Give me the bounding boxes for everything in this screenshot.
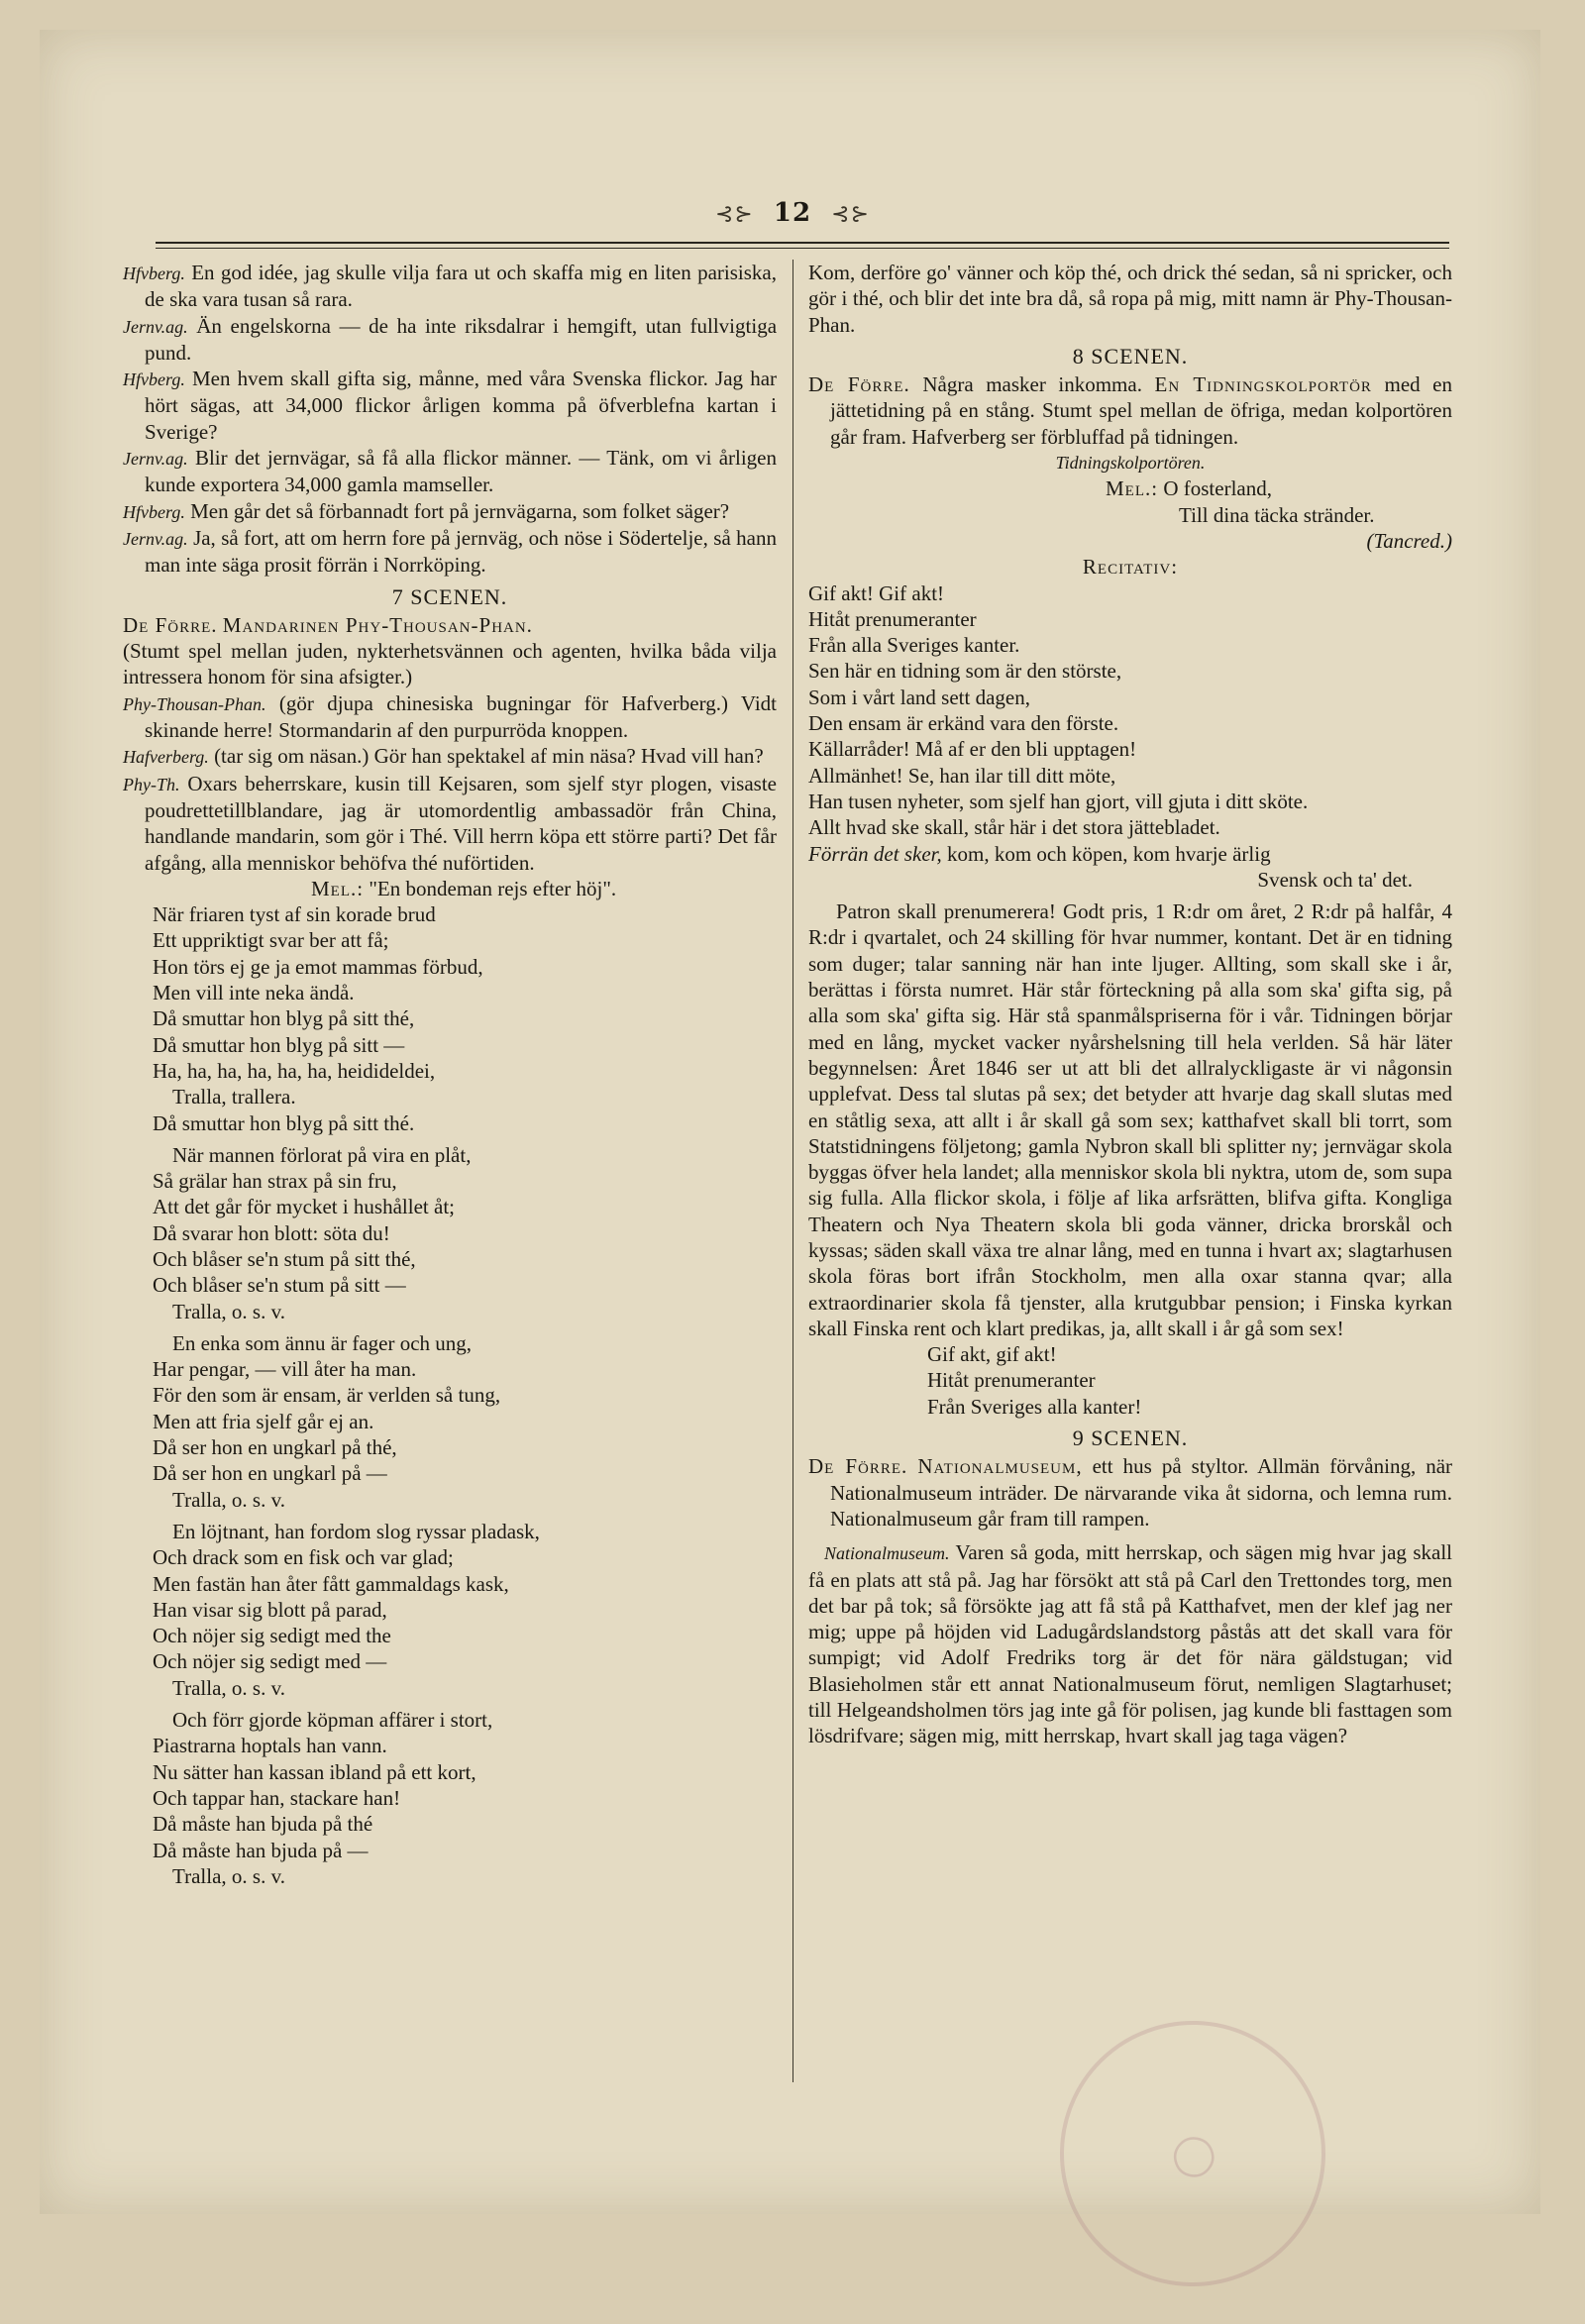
verse-line: Ett uppriktigt svar ber att få; bbox=[153, 928, 389, 953]
column-divider bbox=[792, 260, 793, 2082]
melody-title: "En bondeman rejs efter höj". bbox=[369, 876, 617, 900]
speech bbox=[123, 771, 777, 876]
verse-line: Då måste han bjuda på — bbox=[153, 1838, 369, 1862]
speaker: Tidningskolportören. bbox=[1055, 453, 1206, 474]
speech-text: Patron skall prenumerera! Godt pris, 1 R:dr om året, 2 R:dr på halfår, 4 R:dr i qvartalet, och 24 skilling för hvar nummer, kontant. Det är en tidning som duger; talar sanning när han inte ljuger. Allting, som skall ske i år, berättas i första numret. Här står förteckning på alla som ska' gifta sig, på alla som ska' gifta sig. Här stå spanmålspriserna för i vår. Tidningen börjar med en lång, mycket vacker nyårshelsning till hela verlden. Så här läter begynnelsen: Året 1846 ser ut att bli det allralyckligaste är vi någonsin upplefvat. Dess tal slutas på sex; det betyder att hvarje dag skall slutas med en ståtlig sexa, att allt i år skall gå som sex; katthafvet skall bli torrt, som Statstidningens följetong; gamla Nybron skall bli splitter ny; jernvägar skola byggas öfver hela landet; alla menniskor skola bli nyktra, utom de, som supa sig fulla. Alla flickor skola, i följe af lika arfsrätten, blifva gifta. Kongliga Theatern och Nya Theatern skola bli goda vänner, dricka brorskål och kyssas; säden skall växa tre alnar lång, med en tunna i hvart ax; slagtarhusen skola föras bort ifrån Stockholm, men alla oxar stanna qvar; alla extraordinarier skola få tjenster, alla krutgubbar pension; i Finska kyrkan skall Finska rent och klart predikas, ja, allt skall i år gå som sex! bbox=[808, 899, 1452, 1340]
cast-name: De Förre. bbox=[123, 612, 218, 637]
verse-line: Från Sveriges alla kanter! bbox=[927, 1394, 1142, 1419]
verse-stanza bbox=[153, 1707, 777, 1889]
speaker: Hfvberg. bbox=[123, 370, 185, 390]
speaker: Nationalmuseum. bbox=[824, 1543, 950, 1564]
verse-line: Tralla, trallera. bbox=[172, 1085, 296, 1109]
speech-text: Än engelskorna — de ha inte riksdalrar i hemgift, utan fullvigtiga pund. bbox=[145, 313, 778, 365]
speech-text: Oxars beherrskare, kusin till Kejsaren, som sjelf styr plogen, visaste poudrettetillblandare, jag är utomordentlig ambassadör från China, handlande mandarin, som gör i Thé. Vill herrn köpa ett större parti? Det får afgång, alla menniskor behöfva thé nuförtiden. bbox=[145, 771, 777, 875]
verse-line: Då smuttar hon blyg på sitt thé. bbox=[153, 1110, 415, 1135]
verse-line: Gif akt, gif akt! bbox=[927, 1342, 1057, 1367]
verse-line: Men att fria sjelf går ej an. bbox=[153, 1409, 374, 1433]
cast-name: De Förre. bbox=[808, 1454, 908, 1479]
verse-line: Tralla, o. s. v. bbox=[172, 1299, 285, 1323]
verse-line: Att det går för mycket i hushållet åt; bbox=[153, 1195, 455, 1219]
speech-text: Men hvem skall gifta sig, månne, med våra Svenska flickor. Jag har hört sägas, att 34,000 flickor årligen komma på öfverblefna kartan i Sverige? bbox=[145, 367, 778, 444]
verse-line: Hon törs ej ge ja emot mammas förbud, bbox=[153, 954, 483, 979]
speech-text: Men går det så förbannadt fort på jernvägarna, som folket säger? bbox=[190, 498, 730, 523]
verse-line: Och tappar han, stackare han! bbox=[153, 1785, 401, 1810]
verse-stanza bbox=[808, 581, 1452, 894]
verse-line: Men fastän han åter fått gammaldags kask, bbox=[153, 1571, 509, 1596]
verse-line: Så grälar han strax på sin fru, bbox=[153, 1169, 397, 1194]
cast-name: En Tidningskolportör bbox=[1154, 372, 1372, 397]
verse-line: När friaren tyst af sin korade brud bbox=[153, 902, 436, 927]
verse-line: En löjtnant, han fordom slog ryssar pladask, bbox=[172, 1519, 540, 1543]
verse-italic: Förrän det sker, bbox=[808, 841, 942, 866]
melody-line: Till dina täcka stränder. bbox=[1179, 502, 1375, 527]
speech-text: Blir det jernvägar, så få alla flickor männer. — Tänk, om vi årligen kunde exportera 34,000 gamla mamseller. bbox=[145, 446, 778, 497]
page-number: 12 bbox=[773, 198, 812, 228]
verse-line: Och drack som en fisk och var glad; bbox=[153, 1545, 454, 1570]
cast-name: Nationalmuseum, bbox=[917, 1454, 1083, 1479]
speech-text: Kom, derföre go' vänner och köp thé, och drick thé sedan, så ni spricker, och gör i thé, och blir det inte bra då, så ropa på mig, mitt namn är Phy-Thousan-Phan. bbox=[808, 261, 1452, 337]
library-stamp-icon: ◯ bbox=[1022, 1983, 1362, 2323]
cast-name: De Förre. bbox=[808, 372, 910, 397]
direction-text: Några masker inkomma. bbox=[922, 372, 1142, 397]
verse-line: Och blåser se'n stum på sitt — bbox=[153, 1273, 406, 1298]
speech bbox=[123, 313, 777, 367]
verse-line: Allmänhet! Se, han ilar till ditt möte, bbox=[808, 763, 1116, 788]
speech bbox=[123, 743, 777, 770]
verse-line: Ha, ha, ha, ha, ha, ha, heidideldei, bbox=[153, 1058, 436, 1083]
verse-line: Gif akt! Gif akt! bbox=[808, 581, 945, 605]
verse-stanza bbox=[153, 1142, 777, 1324]
speaker: Jernv.ag. bbox=[123, 528, 188, 549]
speaker: Jernv.ag. bbox=[123, 316, 188, 337]
verse-line: Och förr gjorde köpman affärer i stort, bbox=[172, 1708, 493, 1733]
verse-line: Svensk och ta' det. bbox=[1257, 867, 1413, 892]
stage-direction: (Stumt spel mellan juden, nykterhetsvännen och agenten, hvilka båda vilja intressera honom för sina afsigter.) bbox=[123, 639, 777, 689]
verse-text: kom, kom och köpen, kom hvarje ärlig bbox=[947, 841, 1271, 866]
melody-label: Mel.: bbox=[1106, 476, 1159, 501]
verse-stanza bbox=[153, 1330, 777, 1513]
verse-line: Från alla Sveriges kanter. bbox=[808, 633, 1020, 658]
verse-line: För den som är ensam, är verlden så tung, bbox=[153, 1383, 501, 1408]
verse-line: Då smuttar hon blyg på sitt thé, bbox=[153, 1006, 415, 1031]
header-rule-thin bbox=[156, 248, 1449, 249]
melody-title: O fosterland, bbox=[1163, 476, 1272, 501]
ornament-left-icon: ⊰⊱ bbox=[714, 202, 754, 227]
verse-line: Och blåser se'n stum på sitt thé, bbox=[153, 1246, 416, 1271]
speech-text: (tar sig om näsan.) Gör han spektakel af min näsa? Hvad vill han? bbox=[214, 744, 764, 769]
verse-line: Då svarar hon blott: söta du! bbox=[153, 1220, 390, 1245]
speaker: Phy-Th. bbox=[123, 774, 180, 794]
header-rule bbox=[156, 242, 1449, 244]
verse-line: Hitåt prenumeranter bbox=[927, 1368, 1096, 1393]
speech bbox=[123, 690, 777, 744]
verse-line: Som i vårt land sett dagen, bbox=[808, 685, 1030, 709]
scene-heading: 9 SCENEN. bbox=[1072, 1426, 1189, 1451]
cast-line bbox=[123, 612, 777, 638]
verse-line: Han tusen nyheter, som sjelf han gjort, vill gjuta i ditt sköte. bbox=[808, 789, 1309, 813]
speech-text: Ja, så fort, att om herrn fore på jernväg, och nöse i Södertelje, så hann man inte säga prosit förrän i Norrköping. bbox=[145, 525, 778, 578]
speech bbox=[123, 366, 777, 445]
verse-line: Sen här en tidning som är den störste, bbox=[808, 659, 1122, 684]
verse-line: Han visar sig blott på parad, bbox=[153, 1597, 387, 1622]
melody-source: (Tancred.) bbox=[1366, 528, 1452, 553]
speaker: Hfvberg. bbox=[123, 501, 185, 522]
speech bbox=[123, 445, 777, 498]
melody-line bbox=[1106, 475, 1452, 501]
ornament-right-icon: ⊰⊱ bbox=[831, 202, 871, 227]
verse-line: Men vill inte neka ändå. bbox=[153, 981, 355, 1005]
speech bbox=[123, 525, 777, 579]
verse-line: Piastrarna hoptals han vann. bbox=[153, 1734, 387, 1758]
verse-line: Allt hvad ske skall, står här i det stora jättebladet. bbox=[808, 815, 1220, 840]
verse-line: Då ser hon en ungkarl på thé, bbox=[153, 1435, 397, 1460]
speech bbox=[123, 260, 777, 313]
verse-line: Den ensam är erkänd vara den förste. bbox=[808, 711, 1119, 736]
verse-line: Tralla, o. s. v. bbox=[172, 1675, 285, 1700]
verse-line: Då ser hon en ungkarl på — bbox=[153, 1461, 387, 1486]
recitative-label: Recitativ: bbox=[1082, 555, 1179, 580]
speech-text: Varen så goda, mitt herrskap, och sägen mig hvar jag skall få en plats att stå på. Jag har försökt att stå på Carl den Trettondes torg, men det bar på tok; så försökte jag att få stå på Katthafvet, men der klef jag ner mig; uppe på höjden vid Ladugårdslandstorg påstås att det skall vara för sumpigt; vid Adolf Fredriks torg är det för nära gäldstugan; vid Blasieholmen står ett annat Nationalmuseum förut, nemligen Slagtarhuset; till Helgeandsholmen törs jag inte gå för polisen, jag kunde bli fasttagen som lösdrifvare; sägen mig, mitt herrskap, hvart skall jag taga vägen? bbox=[808, 1540, 1452, 1748]
verse-line: Och nöjer sig sedigt med the bbox=[153, 1624, 391, 1648]
stage-direction bbox=[808, 371, 1452, 450]
scene-heading: 8 SCENEN. bbox=[1072, 343, 1189, 369]
verse-line: Då smuttar hon blyg på sitt — bbox=[153, 1032, 405, 1057]
left-column bbox=[123, 260, 777, 1889]
direction-text: med en jättetidning på en stång. Stumt spel mellan de öfriga, medan kolportören går fram. Hafverberg ser förbluffad på tidningen. bbox=[830, 372, 1453, 449]
stage-direction bbox=[808, 1453, 1452, 1532]
cast-name: Mandarinen Phy-Thousan-Phan. bbox=[222, 612, 533, 637]
verse-line: Hitåt prenumeranter bbox=[808, 606, 977, 631]
verse-line: Källarråder! Må af er den bli upptagen! bbox=[808, 737, 1137, 762]
verse-stanza bbox=[153, 1519, 777, 1701]
verse-line: Och nöjer sig sedigt med — bbox=[153, 1649, 387, 1674]
scene-heading: 7 SCENEN. bbox=[391, 583, 508, 609]
speaker: Hafverberg. bbox=[123, 747, 209, 768]
verse-line: Då måste han bjuda på thé bbox=[153, 1812, 373, 1837]
melody-label: Mel.: bbox=[311, 876, 365, 900]
right-column bbox=[808, 260, 1452, 1749]
speech bbox=[808, 1539, 1452, 1748]
speech-text: En god idée, jag skulle vilja fara ut och skaffa mig en liten parisiska, de ska vara tusan så rara. bbox=[145, 261, 778, 312]
verse-stanza bbox=[927, 1341, 1452, 1420]
verse-stanza bbox=[153, 901, 777, 1136]
melody-line bbox=[311, 876, 777, 901]
speech bbox=[123, 498, 777, 525]
verse-line: När mannen förlorat på vira en plåt, bbox=[172, 1142, 472, 1167]
verse-line: Tralla, o. s. v. bbox=[172, 1487, 285, 1512]
speaker: Phy-Thousan-Phan. bbox=[123, 693, 266, 714]
speaker: Hfvberg. bbox=[123, 264, 185, 283]
verse-line: Har pengar, — vill åter ha man. bbox=[153, 1357, 417, 1382]
speaker: Jernv.ag. bbox=[123, 449, 188, 470]
direction-text: ett hus på styltor. Allmän förvåning, när Nationalmuseum inträder. De närvarande vika åt sidorna, och lemna rum. Nationalmuseum går fram till rampen. bbox=[830, 1454, 1453, 1531]
verse-line: Tralla, o. s. v. bbox=[172, 1863, 285, 1888]
verse-line: Nu sätter han kassan ibland på ett kort, bbox=[153, 1759, 476, 1784]
verse-line: En enka som ännu är fager och ung, bbox=[172, 1330, 473, 1355]
verse-line bbox=[808, 841, 1452, 867]
page-header bbox=[0, 198, 1585, 228]
speech-text: (gör djupa chinesiska bugningar för Hafverberg.) Vidt skinande herre! Stormandarin af den purpurröda knoppen. bbox=[145, 690, 778, 743]
